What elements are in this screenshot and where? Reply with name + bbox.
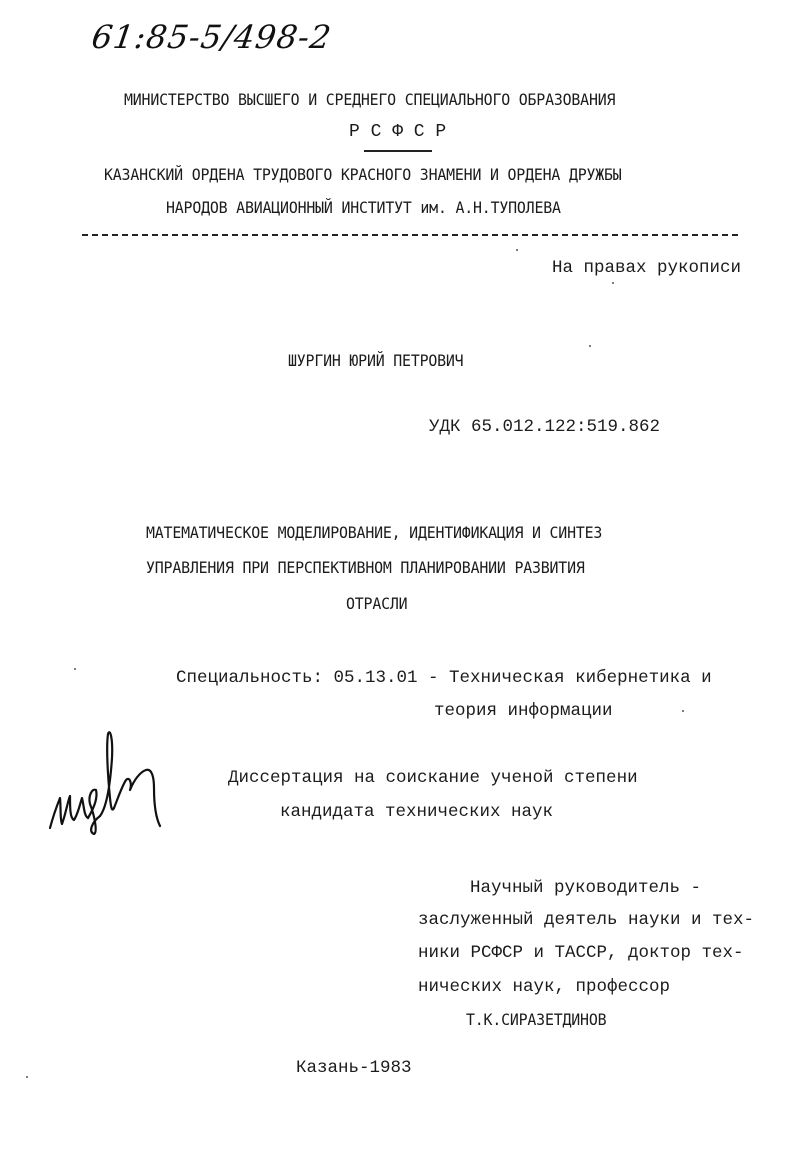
signature-icon xyxy=(44,728,174,838)
supervisor-line1: Научный руководитель - xyxy=(470,878,702,898)
title-line1: МАТЕМАТИЧЕСКОЕ МОДЕЛИРОВАНИЕ, ИДЕНТИФИКАЦИЯ И СИНТЕЗ xyxy=(146,523,603,542)
udc-code: УДК 65.012.122:519.862 xyxy=(429,417,661,437)
manuscript-note: На правах рукописи xyxy=(552,258,742,278)
ministry-heading: МИНИСТЕРСТВО ВЫСШЕГО И СРЕДНЕГО СПЕЦИАЛЬНОГО ОБРАЗОВАНИЯ xyxy=(124,90,616,109)
specialty-line2: теория информации xyxy=(434,701,613,721)
header-divider xyxy=(82,234,738,236)
supervisor-name: Т.К.СИРАЗЕТДИНОВ xyxy=(466,1010,607,1029)
archive-number: 61:85-5/498-2 xyxy=(89,18,335,56)
speck xyxy=(74,668,76,670)
speck xyxy=(26,1076,28,1078)
speck xyxy=(612,282,614,284)
specialty-line1: Специальность: 05.13.01 - Техническая кибернетика и xyxy=(176,668,712,688)
speck xyxy=(682,710,684,712)
title-line2: УПРАВЛЕНИЯ ПРИ ПЕРСПЕКТИВНОМ ПЛАНИРОВАНИИ РАЗВИТИЯ xyxy=(146,558,585,577)
institute-heading-line2: НАРОДОВ АВИАЦИОННЫЙ ИНСТИТУТ им. А.Н.ТУПОЛЕВА xyxy=(166,198,561,217)
title-line3: ОТРАСЛИ xyxy=(346,594,408,613)
author-name: ШУРГИН ЮРИЙ ПЕТРОВИЧ xyxy=(288,351,464,370)
degree-line2: кандидата технических наук xyxy=(280,802,554,822)
degree-line1: Диссертация на соискание ученой степени xyxy=(228,768,638,788)
supervisor-line3: ники РСФСР и ТАССР, доктор тех- xyxy=(418,943,744,963)
republic-heading: Р С Ф С Р xyxy=(349,122,447,142)
institute-heading-line1: КАЗАНСКИЙ ОРДЕНА ТРУДОВОГО КРАСНОГО ЗНАМЕНИ И ОРДЕНА ДРУЖБЫ xyxy=(104,165,622,184)
place-year: Казань-1983 xyxy=(296,1058,412,1078)
supervisor-line4: нических наук, профессор xyxy=(418,977,671,997)
speck xyxy=(589,345,591,347)
supervisor-line2: заслуженный деятель науки и тех- xyxy=(418,910,755,930)
speck xyxy=(516,249,518,251)
republic-underline xyxy=(364,150,432,152)
